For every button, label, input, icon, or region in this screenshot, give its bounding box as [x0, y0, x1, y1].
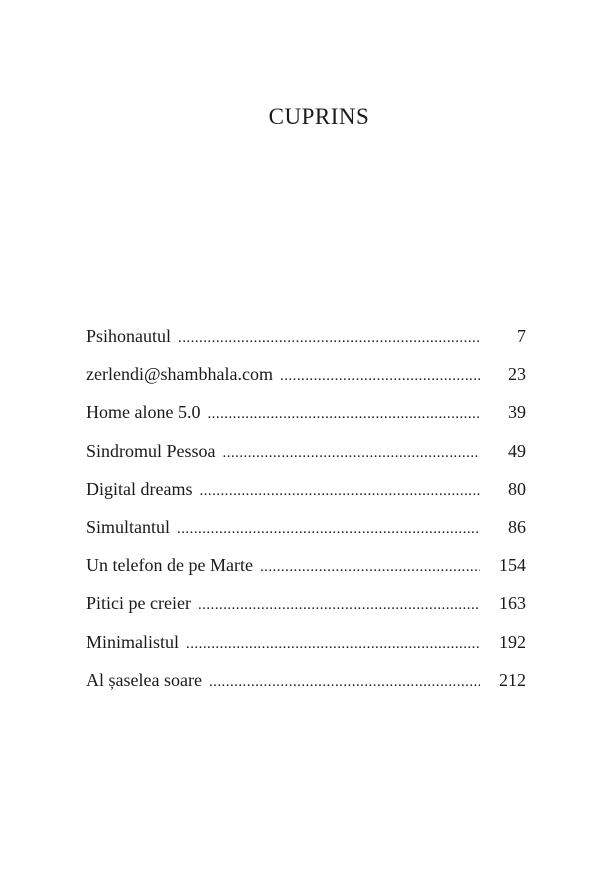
toc-entry-page: 49: [508, 440, 526, 461]
page-title: CUPRINS: [268, 104, 370, 129]
toc-entry-page: 154: [499, 555, 526, 576]
dot-leader: [223, 441, 480, 465]
toc-entry-page: 212: [499, 669, 526, 690]
toc-entry-title: Pitici pe creier: [86, 593, 191, 614]
toc-entry-title: zerlendi@shambhala.com: [86, 364, 274, 385]
toc-entry-title: Home alone 5.0: [86, 402, 201, 423]
toc-entry-page: 192: [499, 631, 526, 652]
toc-entry-page: 39: [508, 402, 526, 423]
toc-entry-simultantul: [86, 515, 526, 553]
toc-entry-digital-dreams: [86, 477, 526, 515]
toc-entry-page: 80: [508, 478, 526, 499]
dot-leader: [209, 670, 480, 694]
toc-entry-pitici-pe-creier: [86, 591, 526, 629]
toc-entry-page: 23: [508, 364, 526, 385]
dot-leader: [207, 402, 480, 426]
toc-entry-zerlendi: [86, 362, 526, 400]
toc-entry-page: 7: [517, 326, 526, 346]
dot-leader: [280, 364, 480, 388]
toc-entry-title: Simultantul: [86, 516, 171, 537]
dot-leader: [186, 632, 480, 656]
toc-entry-psihonautul: [86, 324, 526, 362]
toc-entry-al-saselea-soare: [86, 668, 526, 706]
toc-entry-un-telefon: [86, 553, 526, 591]
toc-entry-title: Psihonautul: [86, 326, 172, 346]
toc-entry-title: Al șaselea soare: [86, 669, 202, 690]
table-of-contents: [86, 324, 526, 706]
toc-entry-title: Digital dreams: [86, 478, 193, 499]
dot-leader: [260, 555, 480, 579]
toc-entry-page: 163: [499, 593, 526, 614]
toc-entry-home-alone: [86, 400, 526, 438]
toc-entry-sindromul-pessoa: [86, 439, 526, 477]
toc-entry-page: 86: [508, 516, 526, 537]
toc-entry-title: Un telefon de pe Marte: [86, 555, 253, 576]
dot-leader: [199, 479, 480, 503]
toc-entry-title: Minimalistul: [86, 631, 180, 652]
toc-entry-title: Sindromul Pessoa: [86, 440, 216, 461]
dot-leader: [198, 593, 480, 617]
dot-leader: [178, 326, 480, 350]
toc-entry-minimalistul: [86, 630, 526, 668]
dot-leader: [177, 517, 480, 541]
